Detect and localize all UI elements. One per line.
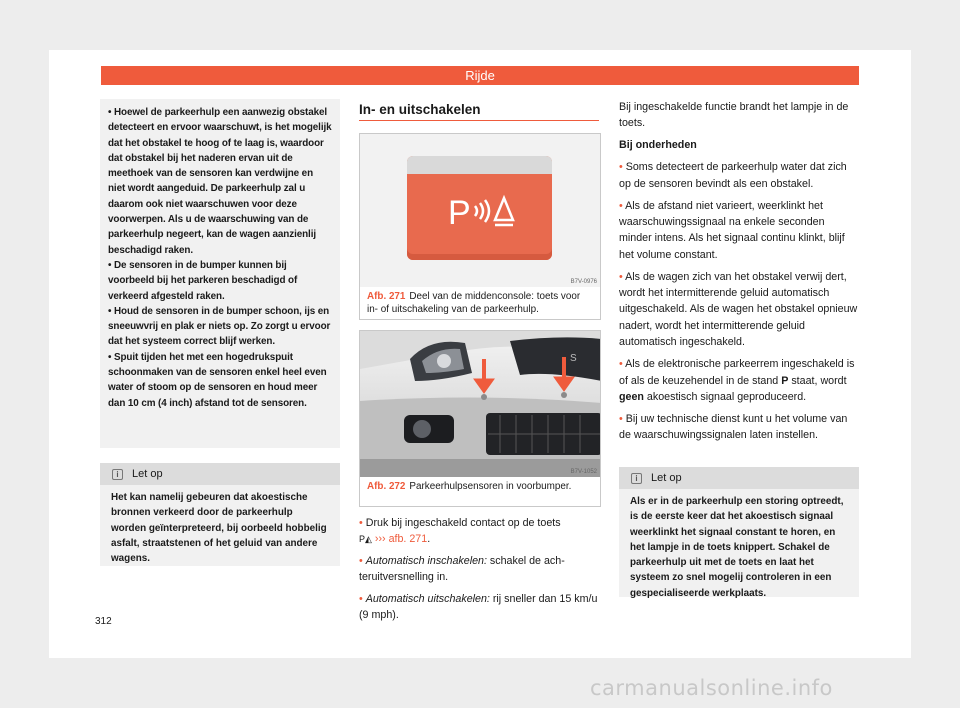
- warning-paragraph: • Spuit tijden het met een hogedrukspuit schoonmaken van de sensoren enkel heel even water of stoom op de sensoren en houd meer dan 10 cm (4 inch) afstand tot de sensoren.: [108, 351, 327, 409]
- note-box-left: [100, 463, 340, 566]
- list-item: • Bij uw technische dienst kunt u het volume van de waarschuwingssignalen laten instellen.: [619, 412, 848, 442]
- note-title: Let op: [132, 468, 163, 480]
- bullet-dot: •: [619, 270, 623, 283]
- note-body: Het kan namelij gebeuren dat akoestische bronnen verkeerd door de parkeerhulp worden geïnterpreteerd, bij oorbeeld hobbelig asfalt, straatstenen of het geluid van andere wagens.: [111, 492, 327, 565]
- warning-box: [100, 99, 340, 448]
- bullet-dot: •: [359, 554, 363, 567]
- note-title: Let op: [651, 472, 682, 484]
- svg-text:S: S: [570, 353, 577, 364]
- parking-assist-small-icon: P◭: [359, 534, 372, 545]
- figure-271: [359, 133, 601, 320]
- figure-272: [359, 330, 601, 507]
- note-box-right: [619, 467, 859, 597]
- subheading: Bij onderheden: [619, 139, 697, 152]
- figure-code: B7V-1052: [570, 469, 597, 475]
- parking-button-illustration: [360, 134, 600, 287]
- list-item: • Als de wagen zich van het obstakel verwij dert, wordt het intermitterende geluid automatisch uitgeschakeld. Als de wagen het obstakel opnieuw nadert, wordt het intermitterende geluid automatisch ingeschakeld.: [619, 270, 858, 349]
- warning-paragraph: • De sensoren in de bumper kunnen bij voorbeeld bij het parkeren beschadigd of verkeerd afgesteld raken.: [108, 259, 298, 302]
- step-paragraph: • Druk bij ingeschakeld contact op de toets P◭ ››› afb. 271.: [359, 517, 561, 546]
- list-item: • Als de elektronische parkeerrem ingeschakeld is of als de keuzehendel in de stand P staat, wordt geen akoestisch signaal geproduceerd.: [619, 358, 855, 403]
- note-header: [100, 463, 340, 485]
- bullet-dot: •: [359, 517, 363, 529]
- bumper-sensors-photo: [360, 331, 600, 477]
- intro-paragraph: Bij ingeschakelde functie brandt het lampje in de toets.: [619, 101, 849, 130]
- title-divider: [359, 120, 599, 121]
- car-front-image: [360, 331, 600, 477]
- figure-number: Afb. 271: [367, 291, 406, 302]
- figure-number: Afb. 272: [367, 481, 406, 492]
- note-body: Als er in de parkeerhulp een storing optreedt, is de eerste keer dat het akoestisch signaal weerklinkt het signaal constant te horen, en het lampje in de toets knippert. Schakel de parkeerhulp uit met de toets en laat het systeem zo snel mogelij controleren in een gespecialiseerde werkplaats.: [630, 496, 844, 599]
- figure-reference-link[interactable]: ››› afb. 271: [374, 533, 428, 546]
- list-item: • Als de afstand niet varieert, weerklinkt het waarschuwingssignaal na enkele seconden minder intens. Als het signaal continu klinkt, blijf het volume constant.: [619, 199, 845, 261]
- parking-assist-icon: P: [448, 194, 517, 233]
- page-number: 312: [95, 616, 112, 627]
- step-paragraph: • Automatisch uitschakelen: rij sneller dan 15 km/u (9 mph).: [359, 592, 598, 622]
- operation-text: [359, 515, 599, 628]
- info-icon: i: [112, 469, 123, 480]
- button-panel-top: [407, 156, 552, 174]
- bullet-dot: •: [619, 358, 623, 371]
- figure-caption: [360, 287, 600, 316]
- figure-caption: [360, 477, 600, 493]
- bullet-dot: •: [619, 199, 623, 212]
- info-icon: i: [631, 473, 642, 484]
- bullet-dot: •: [619, 412, 623, 425]
- figure-code: B7V-0976: [570, 279, 597, 285]
- right-column-text: [619, 99, 859, 449]
- bullet-dot: •: [359, 592, 363, 605]
- step-paragraph: • Automatisch inschakelen: schakel de achteruitversnelling in.: [359, 554, 565, 584]
- section-title: In- en uitschakelen: [359, 102, 481, 117]
- caption-text: Deel van de middenconsole: toets voor in- of uitschakeling van de parkeerhulp.: [367, 291, 581, 315]
- list-item: • Soms detecteert de parkeerhulp water dat zich op de sensoren bevindt als een obstakel.: [619, 161, 847, 190]
- caption-text: Parkeerhulpsensoren in voorbumper.: [409, 481, 572, 492]
- page-header: Rijde: [101, 66, 859, 85]
- watermark: carmanualsonline.info: [590, 676, 833, 700]
- warning-paragraph: • Houd de sensoren in de bumper schoon, ijs en sneeuwvrij en plak er niets op. Zo zorgt u ervoor dat het systeem correct blijf werken.: [108, 305, 331, 348]
- warning-paragraph: • Hoewel de parkeerhulp een aanwezig obstakel detecteert en ervoor waarschuwt, is het mogelijk dat het obstakel te hoog of te laag is, waardoor dat obstakel bij het naderen ervan uit de meethoek van de sensoren kan verdwijne en niet wordt aangeduid. De parkeerhulp zal u daarom ook niet waarschuwen voor deze voorwerpen. Als u de waarschuwing van de parkeerhulp negeert, kan de wagen aanzienlij beschadigd raken.: [108, 107, 332, 256]
- bullet-dot: •: [619, 161, 623, 174]
- note-header: [619, 467, 859, 489]
